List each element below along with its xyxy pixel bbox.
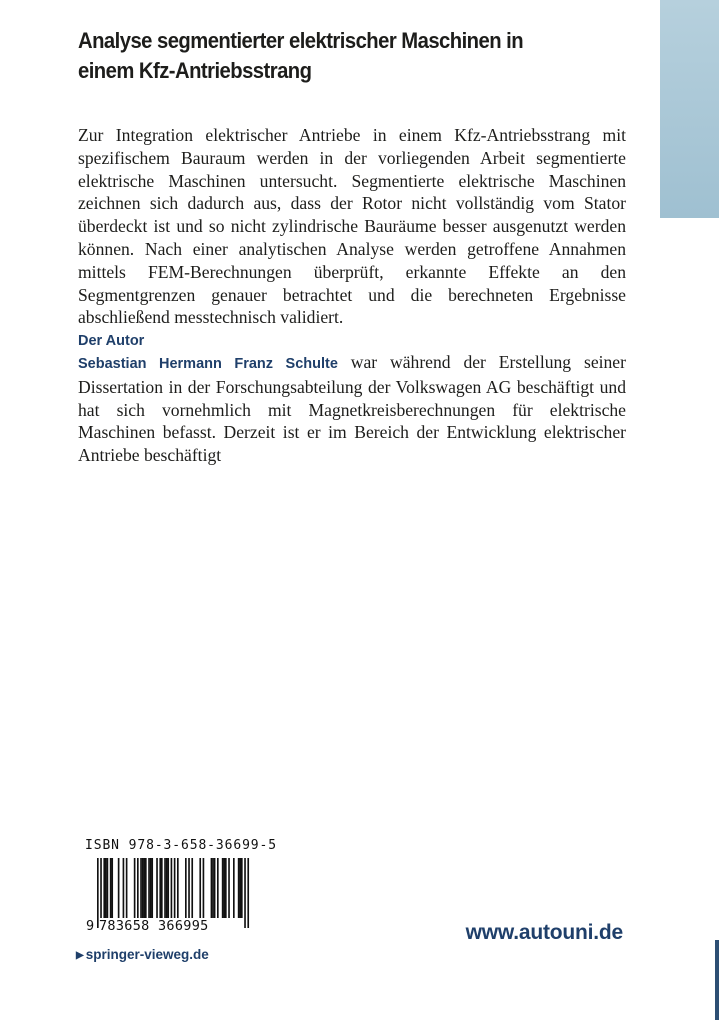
author-heading: Der Autor: [78, 333, 145, 349]
barcode-bar: [151, 858, 153, 918]
barcode-bar: [199, 858, 201, 918]
isbn-label: ISBN 978-3-658-36699-5: [85, 838, 277, 853]
barcode-bar: [185, 858, 187, 918]
publisher-name: springer-vieweg.de: [85, 947, 209, 962]
barcode-bar: [238, 858, 240, 918]
barcode-bar: [225, 858, 227, 918]
barcode-bar: [223, 858, 225, 918]
book-title: Analyse segmentierter elektrischer Maschinen in einem Kfz-Antriebsstrang: [78, 28, 524, 83]
barcode-guard-bar: [244, 858, 246, 928]
spine-edge-stripe: [715, 940, 719, 1020]
barcode-bar: [145, 858, 147, 918]
barcode-bar: [233, 858, 235, 918]
barcode-bar: [111, 858, 113, 918]
barcode-guard-bar: [247, 858, 249, 928]
barcode-bar: [105, 858, 107, 918]
barcode-bar: [188, 858, 190, 918]
barcode-bar: [148, 858, 150, 918]
triangle-right-icon: ▶: [76, 950, 84, 961]
barcode-bar: [239, 858, 241, 918]
barcode-bar: [142, 858, 144, 918]
barcode-bar: [103, 858, 105, 918]
barcode-bar: [150, 858, 152, 918]
barcode-bar: [110, 858, 112, 918]
barcode-bar: [126, 858, 128, 918]
publisher-link[interactable]: [76, 947, 209, 962]
author-bio: [78, 351, 626, 467]
barcode-bar: [203, 858, 205, 918]
barcode-bar: [211, 858, 213, 918]
barcode-bar: [118, 858, 120, 918]
barcode-bar: [167, 858, 169, 918]
barcode-bar: [123, 858, 125, 918]
side-color-band: [660, 0, 719, 218]
barcode-bar: [159, 858, 161, 918]
barcode-bar: [164, 858, 166, 918]
barcode-bar: [212, 858, 214, 918]
barcode-bar: [222, 858, 224, 918]
barcode-bar: [161, 858, 163, 918]
book-abstract: Zur Integration elektrischer Antriebe in einem Kfz-Antriebsstrang mit spezifischem Bauraum werden in der vorliegenden Arbeit segmentierte elektrische Maschinen untersucht. Segmentierte elektrische Maschinen zeichnen sich dadurch aus, dass der Rotor nicht vollständig vom Stator überdeckt ist und so nicht zylindrische Bauräume besser ausgenutzt werden können. Nach einer analytischen Analyse werden getroffene Annahmen mittels FEM-Berechnungen überprüft, erkannte Effekte an den Segmentgrenzen genauer betrachtet und die berechneten Ergebnisse abschließend messtechnisch validiert.: [78, 125, 626, 328]
barcode-bar: [217, 858, 219, 918]
author-name: Sebastian Hermann Franz Schulte: [78, 356, 338, 372]
barcode-digit-groups: 783658 366995: [99, 918, 209, 934]
barcode-bar: [228, 858, 230, 918]
barcode-bar: [134, 858, 136, 918]
barcode-bar: [143, 858, 145, 918]
barcode-bar: [241, 858, 243, 918]
barcode-bar: [214, 858, 216, 918]
barcode-bar: [156, 858, 158, 918]
barcode-bar: [140, 858, 142, 918]
author-bio-text: war während der Erstellung seiner Dissertation in der Forschungsabteilung der Volkswagen AG beschäftigt und hat sich vornehmlich mit Magnetkreisberechnungen für elektrische Maschinen befasst. Derzeit ist er im Bereich der Entwicklung elektrischer Antriebe beschäftigt: [78, 352, 626, 466]
website-link[interactable]: www.autouni.de: [465, 921, 623, 944]
barcode-first-digit: 9: [86, 918, 95, 934]
barcode-bar: [191, 858, 193, 918]
barcode-bar: [107, 858, 109, 918]
barcode-bar: [137, 858, 139, 918]
barcode-bar: [166, 858, 168, 918]
barcode-bar: [177, 858, 179, 918]
